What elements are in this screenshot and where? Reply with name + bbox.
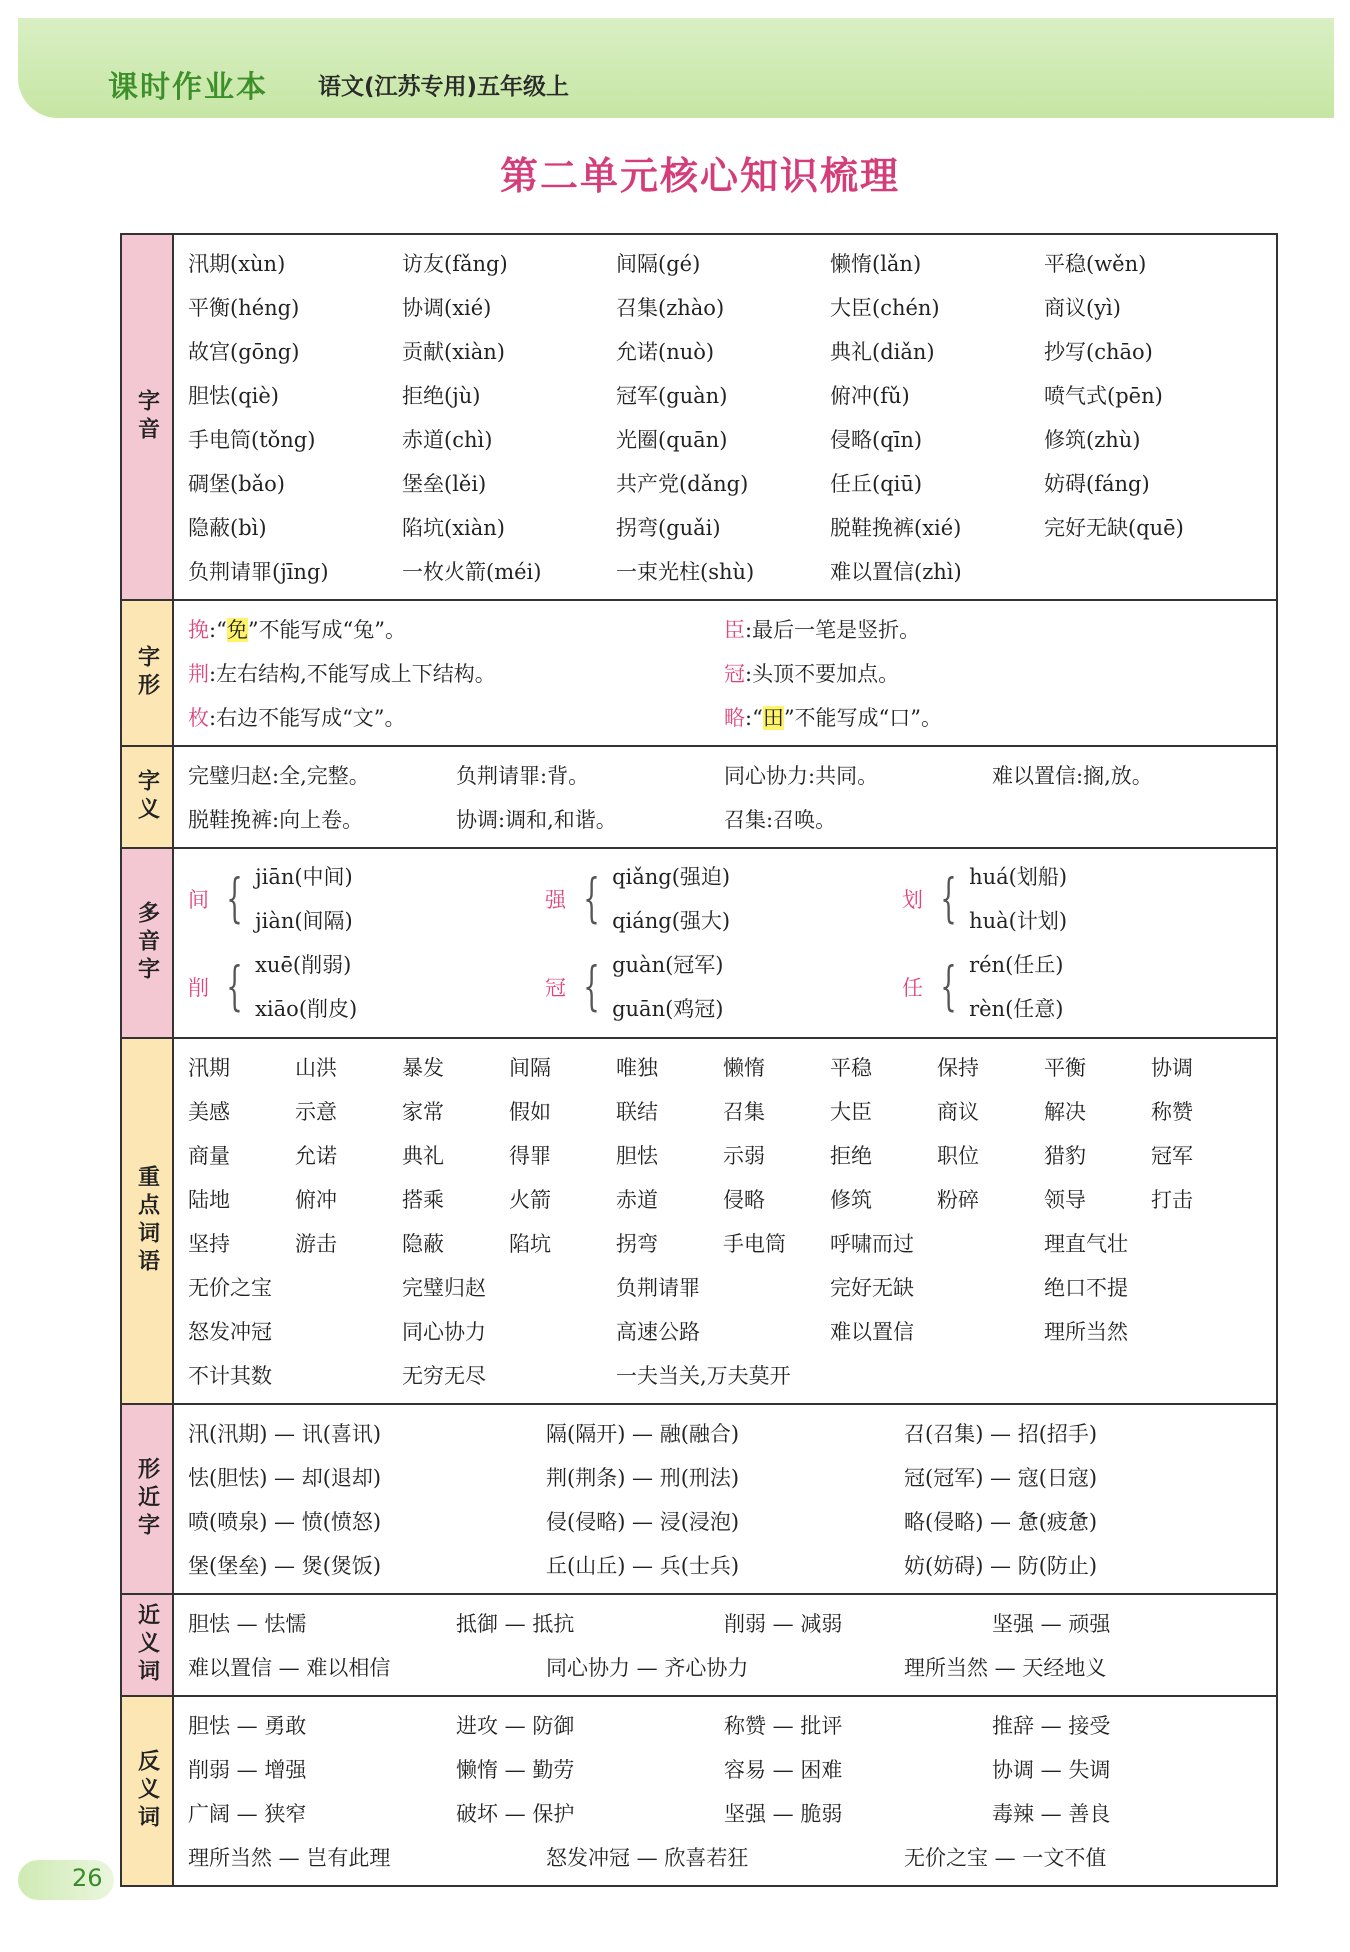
ziyin-item: 俯冲(fǔ) <box>830 384 910 408</box>
zixing-text: :“ <box>745 706 763 730</box>
duoyin-char: 冠 <box>545 976 566 1000</box>
duoyin-row <box>188 855 1276 943</box>
ciyu-row <box>188 1089 1276 1133</box>
fanyi-item: 理所当然 — 岂有此理 <box>188 1846 391 1870</box>
ciyu-row <box>188 1309 1276 1353</box>
duoyin-readings <box>969 855 1067 943</box>
fanyi-row <box>188 1835 1276 1879</box>
ziyin-body <box>174 235 1276 599</box>
ciyu-item: 游击 <box>295 1232 337 1256</box>
section-duoyin <box>122 849 1276 1039</box>
duoyin-group <box>545 855 902 943</box>
jinyi-item: 坚强 — 顽强 <box>992 1612 1111 1636</box>
duoyin-reading: xuē(削弱) <box>255 953 352 977</box>
ziyin-item: 间隔(gé) <box>616 252 701 276</box>
ciyu-item: 拒绝 <box>830 1144 872 1168</box>
ciyu-item: 打击 <box>1151 1188 1193 1212</box>
ciyu-item: 无穷无尽 <box>402 1364 486 1388</box>
ciyu-item: 不计其数 <box>188 1364 272 1388</box>
fanyi-body <box>174 1697 1276 1885</box>
ciyu-item: 懒惰 <box>723 1056 765 1080</box>
ciyu-item: 猎豹 <box>1044 1144 1086 1168</box>
section-xingjin <box>122 1405 1276 1595</box>
section-fanyi <box>122 1697 1276 1885</box>
ciyu-item: 商议 <box>937 1100 979 1124</box>
fanyi-item: 胆怯 — 勇敢 <box>188 1714 307 1738</box>
fanyi-item: 懒惰 — 勤劳 <box>456 1758 575 1782</box>
ciyu-row <box>188 1045 1276 1089</box>
section-label-ciyu: 重点词语 <box>122 1039 174 1403</box>
ziyi-item: 同心协力:共同。 <box>724 764 879 788</box>
jinyi-row <box>188 1601 1276 1645</box>
ciyu-item: 粉碎 <box>937 1188 979 1212</box>
section-jinyi <box>122 1595 1276 1697</box>
ciyu-item: 假如 <box>509 1100 551 1124</box>
ciyu-item: 坚持 <box>188 1232 230 1256</box>
brace-icon: { <box>583 957 600 1017</box>
ciyu-item: 领导 <box>1044 1188 1086 1212</box>
zixing-char: 挽 <box>188 618 209 642</box>
ciyu-item: 手电筒 <box>723 1232 786 1256</box>
fanyi-item: 坚强 — 脆弱 <box>724 1802 843 1826</box>
xingjin-item: 略(侵略) — 惫(疲惫) <box>904 1510 1098 1534</box>
zixing-char: 冠 <box>724 662 745 686</box>
zixing-row <box>188 651 1276 695</box>
ciyu-row <box>188 1221 1276 1265</box>
duoyin-group <box>902 943 1259 1031</box>
jinyi-item: 胆怯 — 怯懦 <box>188 1612 307 1636</box>
brace-icon: { <box>226 869 243 929</box>
xingjin-body <box>174 1405 1276 1593</box>
ciyu-item: 暴发 <box>402 1056 444 1080</box>
ziyin-row <box>188 373 1276 417</box>
duoyin-group <box>902 855 1259 943</box>
ciyu-item: 平稳 <box>830 1056 872 1080</box>
zixing-row <box>188 695 1276 739</box>
ziyin-item: 碉堡(bǎo) <box>188 472 285 496</box>
zixing-row <box>188 607 1276 651</box>
ziyi-row <box>188 753 1276 797</box>
xingjin-row <box>188 1455 1276 1499</box>
ziyin-item: 抄写(chāo) <box>1044 340 1153 364</box>
section-ziyi <box>122 747 1276 849</box>
section-ziyin <box>122 235 1276 601</box>
ziyi-item: 完璧归赵:全,完整。 <box>188 764 370 788</box>
ziyin-item: 一枚火箭(méi) <box>402 560 542 584</box>
fanyi-item: 进攻 — 防御 <box>456 1714 575 1738</box>
xingjin-item: 隔(隔开) — 融(融合) <box>546 1422 740 1446</box>
ziyin-item: 一束光柱(shù) <box>616 560 755 584</box>
duoyin-reading: xiāo(削皮) <box>255 997 358 1021</box>
ciyu-item: 拐弯 <box>616 1232 658 1256</box>
ziyin-item: 懒惰(lǎn) <box>830 252 922 276</box>
ciyu-item: 冠军 <box>1151 1144 1193 1168</box>
ziyin-item: 修筑(zhù) <box>1044 428 1141 452</box>
ziyin-item: 喷气式(pēn) <box>1044 384 1163 408</box>
fanyi-item: 无价之宝 — 一文不值 <box>904 1846 1107 1870</box>
page-number: 26 <box>72 1864 103 1892</box>
ziyin-row <box>188 285 1276 329</box>
ciyu-item: 协调 <box>1151 1056 1193 1080</box>
ziyin-row <box>188 329 1276 373</box>
ciyu-item: 得罪 <box>509 1144 551 1168</box>
ciyu-item: 召集 <box>723 1100 765 1124</box>
jinyi-body <box>174 1595 1276 1695</box>
ciyu-item: 修筑 <box>830 1188 872 1212</box>
xingjin-item: 冠(冠军) — 寇(日寇) <box>904 1466 1098 1490</box>
duoyin-reading: jiàn(间隔) <box>255 909 353 933</box>
brace-icon: { <box>226 957 243 1017</box>
ziyin-item: 允诺(nuò) <box>616 340 715 364</box>
ziyin-item: 赤道(chì) <box>402 428 493 452</box>
ciyu-item: 呼啸而过 <box>830 1232 914 1256</box>
zixing-text: ”不能写成“口”。 <box>783 706 943 730</box>
ziyi-item: 脱鞋挽裤:向上卷。 <box>188 808 364 832</box>
jinyi-item: 理所当然 — 天经地义 <box>904 1656 1107 1680</box>
ziyin-item: 贡献(xiàn) <box>402 340 505 364</box>
ziyin-item: 商议(yì) <box>1044 296 1121 320</box>
xingjin-item: 堡(堡垒) — 煲(煲饭) <box>188 1554 382 1578</box>
ciyu-item: 解决 <box>1044 1100 1086 1124</box>
ciyu-item: 怒发冲冠 <box>188 1320 272 1344</box>
ziyin-row <box>188 505 1276 549</box>
section-ciyu <box>122 1039 1276 1405</box>
xingjin-row <box>188 1543 1276 1587</box>
ziyin-item: 平稳(wěn) <box>1044 252 1147 276</box>
duoyin-readings <box>969 943 1063 1031</box>
xingjin-item: 怯(胆怯) — 却(退却) <box>188 1466 382 1490</box>
ziyi-item: 协调:调和,和谐。 <box>456 808 617 832</box>
ziyin-item: 胆怯(qiè) <box>188 384 279 408</box>
ziyin-item: 任丘(qiū) <box>830 472 923 496</box>
ciyu-item: 一夫当关,万夫莫开 <box>616 1364 791 1388</box>
ziyin-item: 冠军(guàn) <box>616 384 728 408</box>
ciyu-item: 完璧归赵 <box>402 1276 486 1300</box>
ciyu-item: 允诺 <box>295 1144 337 1168</box>
ciyu-item: 称赞 <box>1151 1100 1193 1124</box>
duoyin-char: 划 <box>902 888 923 912</box>
zixing-text: :最后一笔是竖折。 <box>745 618 921 642</box>
jinyi-item: 同心协力 — 齐心协力 <box>546 1656 749 1680</box>
ziyin-item: 典礼(diǎn) <box>830 340 935 364</box>
xingjin-item: 侵(侵略) — 浸(浸泡) <box>546 1510 740 1534</box>
section-label-duoyin: 多音字 <box>122 849 174 1037</box>
fanyi-item: 广阔 — 狭窄 <box>188 1802 307 1826</box>
zixing-item <box>724 614 1260 644</box>
ciyu-item: 大臣 <box>830 1100 872 1124</box>
section-label-xingjin: 形近字 <box>122 1405 174 1593</box>
ziyi-body <box>174 747 1276 847</box>
ziyin-item: 共产党(dǎng) <box>616 472 749 496</box>
ziyin-item: 完好无缺(quē) <box>1044 516 1184 540</box>
duoyin-char: 间 <box>188 888 209 912</box>
duoyin-reading: rén(任丘) <box>969 953 1064 977</box>
ciyu-item: 汛期 <box>188 1056 230 1080</box>
ziyin-item: 陷坑(xiàn) <box>402 516 505 540</box>
duoyin-reading: jiān(中间) <box>255 865 353 889</box>
ziyin-item: 妨碍(fáng) <box>1044 472 1150 496</box>
ziyin-item: 手电筒(tǒng) <box>188 428 316 452</box>
ciyu-row <box>188 1177 1276 1221</box>
ciyu-item: 火箭 <box>509 1188 551 1212</box>
duoyin-char: 任 <box>902 976 923 1000</box>
ciyu-item: 商量 <box>188 1144 230 1168</box>
fanyi-item: 称赞 — 批评 <box>724 1714 843 1738</box>
ziyin-item: 大臣(chén) <box>830 296 940 320</box>
zixing-text: :“ <box>209 618 227 642</box>
ciyu-item: 山洪 <box>295 1056 337 1080</box>
duoyin-row <box>188 943 1276 1031</box>
ziyin-item: 汛期(xùn) <box>188 252 286 276</box>
fanyi-item: 削弱 — 增强 <box>188 1758 307 1782</box>
ciyu-row <box>188 1133 1276 1177</box>
ciyu-item: 联结 <box>616 1100 658 1124</box>
ciyu-item: 职位 <box>937 1144 979 1168</box>
zixing-item <box>724 702 1260 732</box>
jinyi-item: 抵御 — 抵抗 <box>456 1612 575 1636</box>
ziyin-item: 侵略(qīn) <box>830 428 923 452</box>
ciyu-row <box>188 1265 1276 1309</box>
ciyu-item: 理所当然 <box>1044 1320 1128 1344</box>
zixing-text: :左右结构,不能写成上下结构。 <box>209 662 496 686</box>
ciyu-item: 胆怯 <box>616 1144 658 1168</box>
ciyu-item: 隐蔽 <box>402 1232 444 1256</box>
ziyin-item: 拐弯(guǎi) <box>616 516 721 540</box>
fanyi-row <box>188 1747 1276 1791</box>
section-zixing <box>122 601 1276 747</box>
ziyin-item: 隐蔽(bì) <box>188 516 267 540</box>
section-label-ziyin: 字音 <box>122 235 174 599</box>
ziyin-row <box>188 417 1276 461</box>
knowledge-table <box>120 233 1278 1887</box>
fanyi-item: 破坏 — 保护 <box>456 1802 575 1826</box>
fanyi-item: 怒发冲冠 — 欣喜若狂 <box>546 1846 749 1870</box>
xingjin-item: 汛(汛期) — 讯(喜讯) <box>188 1422 382 1446</box>
zixing-item <box>724 658 1260 688</box>
ciyu-item: 俯冲 <box>295 1188 337 1212</box>
ciyu-item: 家常 <box>402 1100 444 1124</box>
ciyu-item: 绝口不提 <box>1044 1276 1128 1300</box>
fanyi-item: 容易 — 困难 <box>724 1758 843 1782</box>
xingjin-item: 荆(荆条) — 刑(刑法) <box>546 1466 740 1490</box>
xingjin-item: 召(召集) — 招(招手) <box>904 1422 1098 1446</box>
xingjin-item: 喷(喷泉) — 愤(愤怒) <box>188 1510 382 1534</box>
ciyu-item: 平衡 <box>1044 1056 1086 1080</box>
ziyi-item: 负荆请罪:背。 <box>456 764 590 788</box>
ziyin-item: 协调(xié) <box>402 296 492 320</box>
page-title: 第二单元核心知识梳理 <box>499 154 900 198</box>
ciyu-row <box>188 1353 1276 1397</box>
ciyu-item: 无价之宝 <box>188 1276 272 1300</box>
zixing-highlight: 免 <box>226 618 248 642</box>
ziyi-row <box>188 797 1276 841</box>
ciyu-item: 间隔 <box>509 1056 551 1080</box>
zixing-char: 臣 <box>724 618 745 642</box>
zixing-body <box>174 601 1276 745</box>
zixing-highlight: 田 <box>762 706 784 730</box>
duoyin-reading: huà(计划) <box>969 909 1068 933</box>
zixing-char: 荆 <box>188 662 209 686</box>
ciyu-item: 示弱 <box>723 1144 765 1168</box>
fanyi-row <box>188 1703 1276 1747</box>
duoyin-reading: guàn(冠军) <box>612 953 724 977</box>
ziyin-item: 难以置信(zhì) <box>830 560 962 584</box>
subject-title: 语文(江苏专用)五年级上 <box>318 74 570 100</box>
ziyin-item: 平衡(héng) <box>188 296 300 320</box>
jinyi-item: 削弱 — 减弱 <box>724 1612 843 1636</box>
brace-icon: { <box>940 957 957 1017</box>
zixing-item <box>188 658 724 688</box>
ziyin-item: 故宫(gōng) <box>188 340 300 364</box>
brace-icon: { <box>583 869 600 929</box>
ciyu-item: 赤道 <box>616 1188 658 1212</box>
brace-icon: { <box>940 869 957 929</box>
section-label-zixing: 字形 <box>122 601 174 745</box>
brand-title: 课时作业本 <box>108 70 268 105</box>
ziyin-row <box>188 549 1276 593</box>
xingjin-row <box>188 1499 1276 1543</box>
ziyin-row <box>188 241 1276 285</box>
ciyu-item: 难以置信 <box>830 1320 914 1344</box>
duoyin-group <box>545 943 902 1031</box>
ziyin-row <box>188 461 1276 505</box>
ciyu-item: 侵略 <box>723 1188 765 1212</box>
fanyi-row <box>188 1791 1276 1835</box>
zixing-char: 枚 <box>188 706 209 730</box>
ziyin-item: 脱鞋挽裤(xié) <box>830 516 962 540</box>
ziyin-item: 负荆请罪(jīng) <box>188 560 329 584</box>
duoyin-body <box>174 849 1276 1037</box>
ciyu-item: 完好无缺 <box>830 1276 914 1300</box>
xingjin-item: 妨(妨碍) — 防(防止) <box>904 1554 1098 1578</box>
xingjin-row <box>188 1411 1276 1455</box>
fanyi-item: 协调 — 失调 <box>992 1758 1111 1782</box>
ziyin-item: 拒绝(jù) <box>402 384 481 408</box>
duoyin-readings <box>255 943 357 1031</box>
ciyu-item: 典礼 <box>402 1144 444 1168</box>
duoyin-reading: guān(鸡冠) <box>612 997 724 1021</box>
section-label-fanyi: 反义词 <box>122 1697 174 1885</box>
ziyin-item: 堡垒(lěi) <box>402 472 487 496</box>
duoyin-group <box>188 855 545 943</box>
duoyin-readings <box>612 943 723 1031</box>
ciyu-item: 负荆请罪 <box>616 1276 700 1300</box>
ciyu-item: 保持 <box>937 1056 979 1080</box>
ziyi-item: 召集:召唤。 <box>724 808 837 832</box>
zixing-char: 略 <box>724 706 745 730</box>
ciyu-item: 美感 <box>188 1100 230 1124</box>
duoyin-reading: rèn(任意) <box>969 997 1064 1021</box>
ciyu-item: 唯独 <box>616 1056 658 1080</box>
zixing-text: :头顶不要加点。 <box>745 662 900 686</box>
duoyin-reading: huá(划船) <box>969 865 1068 889</box>
ziyin-item: 光圈(quān) <box>616 428 728 452</box>
ciyu-item: 陆地 <box>188 1188 230 1212</box>
ciyu-item: 同心协力 <box>402 1320 486 1344</box>
zixing-text: :右边不能写成“文”。 <box>209 706 406 730</box>
duoyin-reading: qiáng(强大) <box>612 909 731 933</box>
ciyu-item: 理直气壮 <box>1044 1232 1128 1256</box>
ciyu-item: 示意 <box>295 1100 337 1124</box>
ziyi-item: 难以置信:搁,放。 <box>992 764 1153 788</box>
fanyi-item: 毒辣 — 善良 <box>992 1802 1111 1826</box>
zixing-item <box>188 702 724 732</box>
section-label-jinyi: 近义词 <box>122 1595 174 1695</box>
zixing-text: ”不能写成“兔”。 <box>247 618 407 642</box>
xingjin-item: 丘(山丘) — 兵(士兵) <box>546 1554 740 1578</box>
zixing-item <box>188 614 724 644</box>
ciyu-item: 高速公路 <box>616 1320 700 1344</box>
fanyi-item: 推辞 — 接受 <box>992 1714 1111 1738</box>
duoyin-reading: qiǎng(强迫) <box>612 865 731 889</box>
ziyin-item: 召集(zhào) <box>616 296 725 320</box>
duoyin-char: 强 <box>545 888 566 912</box>
ziyin-item: 访友(fǎng) <box>402 252 508 276</box>
duoyin-readings <box>255 855 353 943</box>
jinyi-row <box>188 1645 1276 1689</box>
duoyin-readings <box>612 855 730 943</box>
duoyin-group <box>188 943 545 1031</box>
jinyi-item: 难以置信 — 难以相信 <box>188 1656 391 1680</box>
ciyu-body <box>174 1039 1276 1403</box>
ciyu-item: 陷坑 <box>509 1232 551 1256</box>
duoyin-char: 削 <box>188 976 209 1000</box>
section-label-ziyi: 字义 <box>122 747 174 847</box>
ciyu-item: 搭乘 <box>402 1188 444 1212</box>
